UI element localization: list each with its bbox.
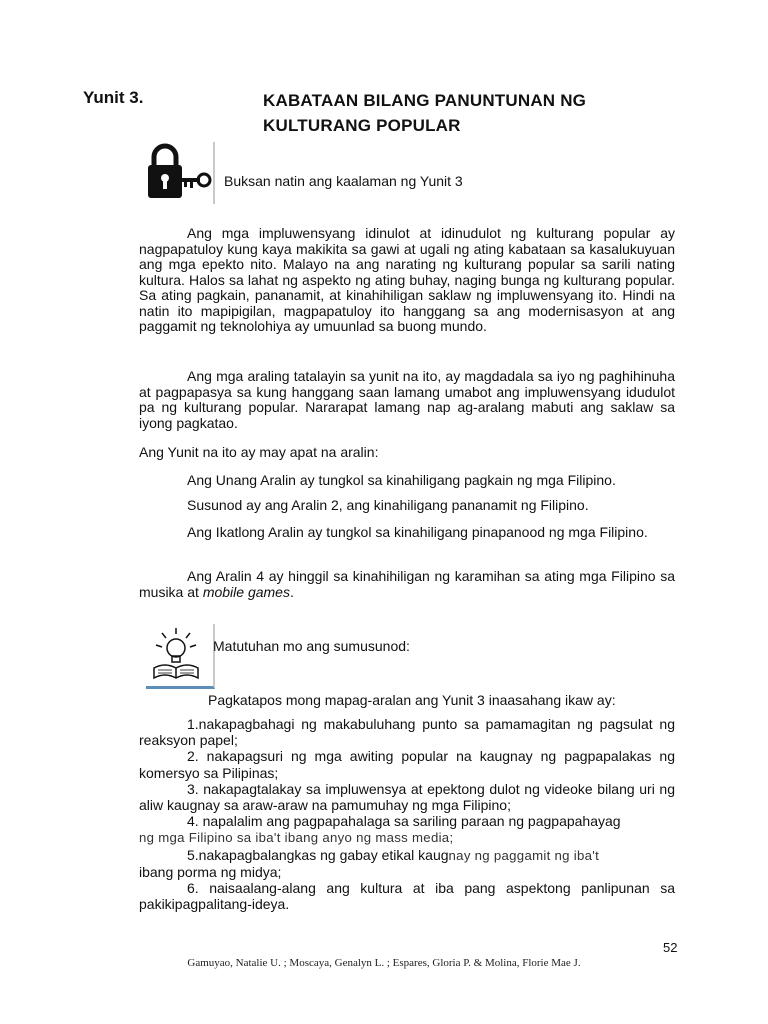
objective-5 [139, 847, 675, 880]
objectives-intro: Pagkatapos mong mapag-aralan ang Yunit 3 inaasahang ikaw ay: [208, 692, 616, 708]
intro-paragraph-1: Ang mga impluwensyang idinulot at idinudulot ng kulturang popular ay nagpapatuloy kung kaya makikita sa gawi at ugali ng ating kabataan sa kasalukuyuan ang mga epekto nito. Malayo na ang narating ng kulturang popular sa sarili nating kultura. Halos sa lahat ng aspekto ng ating buhay, naging bunga ng kulturang popular. Sa ating pagkain, pananamit, at kinahihiligan saklaw ng impluwensyang ito. Hindi na natin ito mapipigilan, magpapatuloy ito hanggang sa ang modernisasyon at ang paggamit ng teknolohiya ay umuunlad sa buong mundo. [139, 225, 675, 334]
lesson-4-text: Ang Aralin 4 ay hinggil sa kinahihiligan ng karamihan sa ating mga Filipino sa musika at [139, 568, 675, 600]
objective-4-line2: ng mga Filipino sa iba't ibang anyo ng mass media; [139, 830, 454, 846]
lightbulb-book-icon [146, 624, 206, 684]
unit-title-line1: KABATAAN BILANG PANUNTUNAN NG [263, 91, 587, 110]
objective-4 [139, 813, 675, 846]
lightbulb-book-icon-box [146, 624, 215, 689]
lesson-1-item: Ang Unang Aralin ay tungkol sa kinahiligang pagkain ng mga Filipino. [187, 472, 616, 488]
unit-title [263, 88, 586, 138]
objective-3: 3. nakapagtalakay sa impluwensya at epektong dulot ng videoke bilang uri ng aliw kaugnay sa araw-araw na pamumuhay ng mga Filipino; [139, 780, 675, 814]
unit-title-line2: KULTURANG POPULAR [263, 116, 461, 135]
lesson-3-item: Ang Ikatlong Aralin ay tungkol sa kinahiligang pinapanood ng mga Filipino. [187, 524, 648, 540]
objective-5-line2: ibang porma ng midya; [139, 863, 282, 880]
section-heading-learning-objectives: Matutuhan mo ang sumusunod: [213, 638, 410, 654]
lesson-4-end: . [289, 583, 294, 600]
lock-key-icon [146, 142, 212, 202]
objective-1: 1.nakapagbahagi ng makabuluhang punto sa pamamagitan ng pagsulat ng reaksyon papel; [139, 716, 675, 749]
objective-2: 2. nakapagsuri ng mga awiting popular na kaugnay ng pagpapalakas ng komersyo sa Pilipinas; [139, 748, 675, 781]
objective-5-part2: nay ng paggamit ng iba't [448, 847, 600, 863]
intro-paragraph-2: Ang mga araling tatalayin sa yunit na ito, ay magdadala sa iyo ng paghihinuha at pagpapasya sa kung hanggang saan lamang umabot ang impluwensyang idudulot pa ng kulturang popular. Nararapat lamang nap ag-aralang mabuti ang saklaw sa iyong pagkatao. [139, 368, 675, 431]
objective-4-line1: 4. napalalim ang pagpapahalaga sa sariling paraan ng pagpapahayag [187, 813, 621, 830]
page-number: 52 [663, 940, 678, 955]
objective-5-part1: 5.nakapagbalangkas ng gabay etikal kaug [187, 846, 449, 863]
unit-label: Yunit 3. [83, 88, 144, 107]
objective-6: 6. naisaalang-alang ang kultura at iba pang aspektong panlipunan sa pakikipagpalitang-ideya. [139, 880, 675, 913]
lesson-2-item: Susunod ay ang Aralin 2, ang kinahiligang pananamit ng Filipino. [187, 497, 589, 513]
lesson-4-item [139, 569, 675, 600]
lesson-4-italic: mobile games [202, 583, 290, 600]
section-heading-open-knowledge: Buksan natin ang kaalaman ng Yunit 3 [224, 173, 463, 189]
footer-authors: Gamuyao, Natalie U. ; Moscaya, Genalyn L. ; Espares, Gloria P. & Molina, Florie Mae J. [187, 957, 581, 969]
intro-paragraph-3: Ang Yunit na ito ay may apat na aralin: [139, 444, 379, 460]
objectives-list [139, 716, 675, 912]
lock-key-icon-box [146, 142, 215, 204]
